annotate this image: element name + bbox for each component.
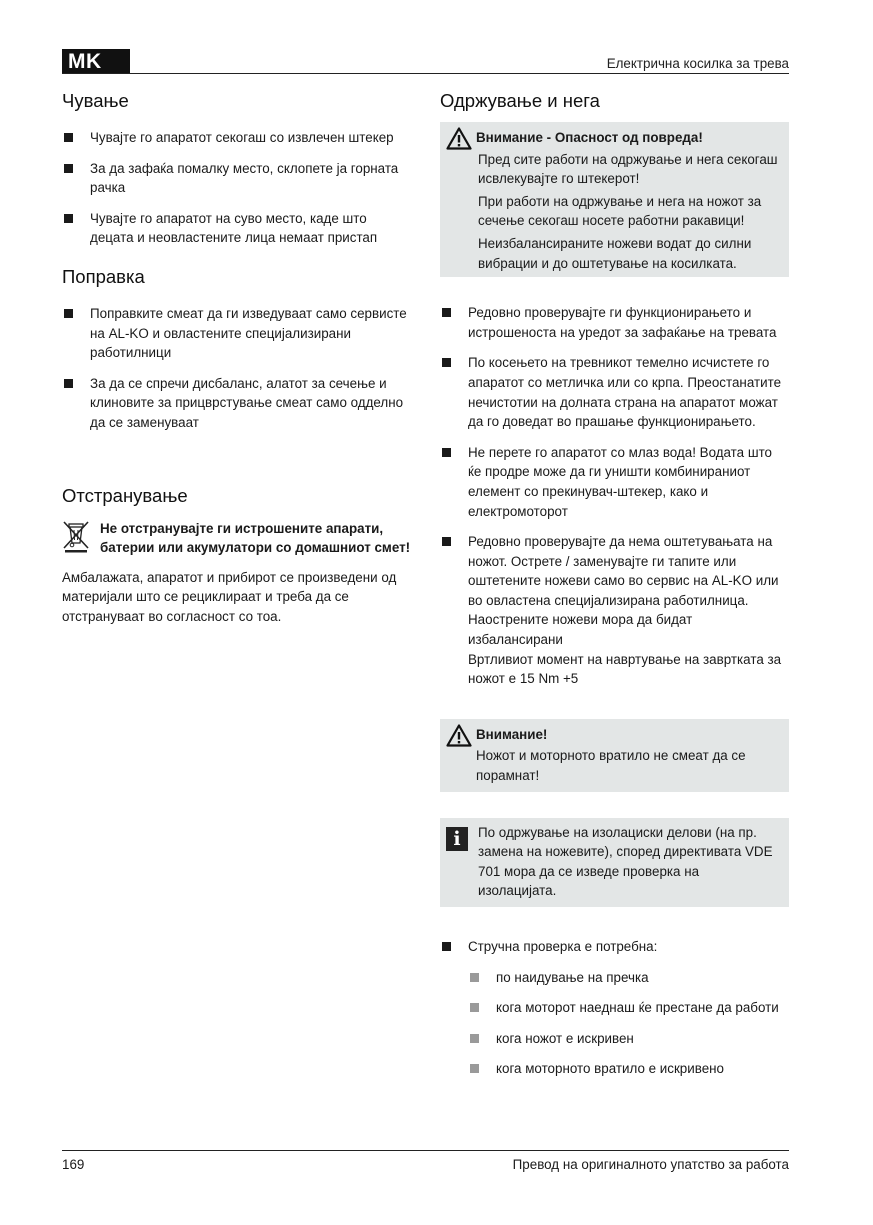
disposal-text: Амбалажата, апаратот и прибирот се произведени од материјали што се рециклираат и треба да се отстрануваат во согласност со тоа. <box>62 569 397 624</box>
repair-list <box>62 304 412 433</box>
warning-triangle-icon <box>446 127 472 150</box>
square-bullet-icon <box>442 448 451 457</box>
list-item: За да зафаќа помалку место, склопете ја горната рачка <box>62 159 412 198</box>
list-item: По косењето на тревникот темелно исчистете го апаратот со метличка или со крпа. Преостанатите нечистотии на долната страна на апаратот можат да го доведат во прашање функционирањето. <box>440 353 789 431</box>
list-item: За да се спречи дисбаланс, алатот за сечење и клиновите за прицврстување смеат само одделно да се заменуваат <box>62 374 412 433</box>
page-header-title: Електрична косилка за трева <box>606 56 789 71</box>
maintenance-heading: Одржување и нега <box>440 90 600 111</box>
square-bullet-icon <box>470 1064 479 1073</box>
square-bullet-icon <box>470 973 479 982</box>
right-column <box>440 88 789 1079</box>
list-item: Поправките смеат да ги изведуваат само сервисте на AL-KO и овластените специјализирани работилници <box>62 304 412 363</box>
caution-title: Внимание! <box>476 726 548 742</box>
info-panel <box>440 818 789 907</box>
square-bullet-icon <box>470 1003 479 1012</box>
maintenance-list <box>440 303 789 689</box>
storage-list <box>62 128 412 248</box>
list-item: Редовно проверувајте ги функционирањето и истрошеноста на уредот за зафаќање на тревата <box>440 303 789 342</box>
warning-paragraph: Неизбалансираните ножеви водат до силни вибрации и до оштетување на косилката. <box>478 235 752 271</box>
square-bullet-icon <box>442 358 451 367</box>
storage-heading: Чување <box>62 90 129 111</box>
square-bullet-icon <box>64 309 73 318</box>
sublist-item: кога моторот наеднаш ќе престане да работи <box>468 998 789 1018</box>
caution-panel <box>440 719 789 792</box>
header-divider <box>62 73 789 74</box>
square-bullet-icon <box>442 537 451 546</box>
list-item: Не перете го апаратот со млаз вода! Водата што ќе продре може да ги уништи комбинираниот елемент со прекинувач-штекер, како и електромоторот <box>440 443 789 521</box>
square-bullet-icon <box>470 1034 479 1043</box>
warning-paragraph: При работи на одржување и нега на ножот за сечење секогаш носете работни ракавици! <box>478 193 762 229</box>
list-item: Редовно проверувајте да нема оштетувањата на ножот. Острете / заменувајте ги тапите или оштетените ножеви само во сервис на AL-KO или во овластена специјализирана работилница. Наострените ножеви мора да бидат избалансирани Вртливиот момент на навртување на завртката за ножот е 15 Nm +5 <box>440 532 789 689</box>
sublist-item: по наидување на пречка <box>468 968 789 988</box>
square-bullet-icon <box>442 942 451 951</box>
square-bullet-icon <box>442 308 451 317</box>
square-bullet-icon <box>64 379 73 388</box>
warning-paragraph: Пред сите работи на одржување и нега секогаш исвлекувајте го штекерот! <box>478 151 778 187</box>
crossed-out-bin-icon <box>62 519 92 553</box>
list-item: Чувајте го апаратот секогаш со извлечен штекер <box>62 128 412 148</box>
square-bullet-icon <box>64 133 73 142</box>
disposal-heading: Отстранување <box>62 484 188 506</box>
sublist-item: кога ножот е искривен <box>468 1029 789 1049</box>
injury-warning-panel <box>440 122 789 277</box>
repair-heading: Поправка <box>62 265 145 287</box>
footer-divider <box>62 1150 789 1151</box>
list-item: Чувајте го апаратот на суво место, каде што децата и неовластените лица немаат пристап <box>62 209 412 248</box>
square-bullet-icon <box>64 164 73 173</box>
footer-text: Превод на оригиналното упатство за работа <box>512 1157 789 1172</box>
disposal-notice: Не отстранувајте ги истрошените апарати, батерии или акумулатори со домашниот смет! <box>62 519 412 558</box>
warning-triangle-icon <box>446 724 472 747</box>
warning-title: Внимание - Опасност од повреда! <box>476 130 703 145</box>
list-item: Стручна проверка е потребна: по наидување на пречка кога моторот наеднаш ќе престане да работи кога ножот е искривен кога моторното вратило е искривено <box>440 937 789 1079</box>
info-icon: i <box>446 827 468 851</box>
square-bullet-icon <box>64 214 73 223</box>
caution-text: Ножот и моторното вратило не смеат да се порамнат! <box>476 748 746 784</box>
left-column <box>62 88 412 627</box>
inspection-list <box>440 937 789 1079</box>
sublist-item: кога моторното вратило е искривено <box>468 1059 789 1079</box>
page-number: 169 <box>62 1157 85 1172</box>
info-text: По одржување на изолациски делови (на пр. замена на ножевите), според директивата VDE 701 мора да се изведе проверка на изолацијата. <box>478 824 773 899</box>
language-badge: MK <box>62 49 130 74</box>
inspection-sublist <box>468 968 789 1079</box>
torque-line: Вртливиот момент на навртување на завртката за ножот е 15 Nm +5 <box>468 651 782 687</box>
